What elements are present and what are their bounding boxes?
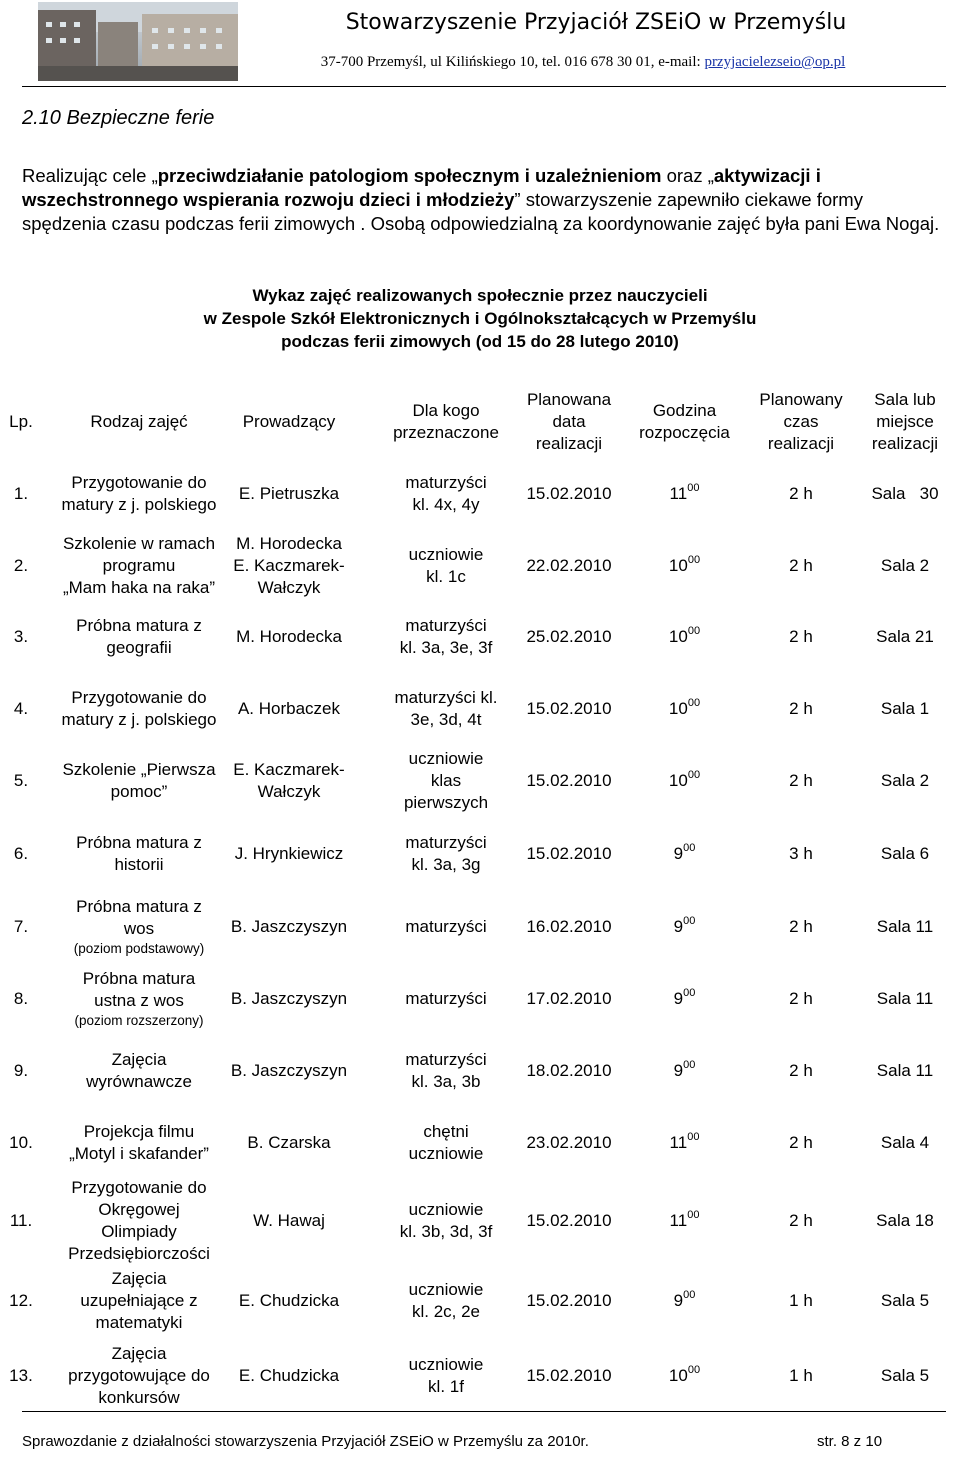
cell-line: uczniowie <box>408 1143 484 1163</box>
room: Sala 18 <box>876 1210 934 1230</box>
cell-line: kl. 3a, 3g <box>411 854 481 874</box>
cell-line: E. Kaczmarek- <box>233 760 345 779</box>
start-time <box>628 1107 741 1178</box>
row-number: 9. <box>13 1061 29 1080</box>
cell-line: M. Horodecka <box>236 534 342 553</box>
teacher-name <box>230 531 348 601</box>
activity-type <box>52 963 226 1035</box>
cell-line: B. Jaszczyszyn <box>230 916 348 936</box>
cell-line: maturzyści <box>405 1050 487 1069</box>
teacher-name <box>230 817 348 890</box>
target-group <box>385 456 507 531</box>
cell-line: Szkolenie „Pierwsza <box>62 760 216 779</box>
row-number: 4. <box>13 699 29 718</box>
planned-date: 15.02.2010 <box>526 771 612 790</box>
cell-line: uczniowie <box>408 1199 484 1219</box>
activity-type <box>52 1263 226 1339</box>
cell-line: B. Jaszczyszyn <box>230 1061 348 1080</box>
teacher-name <box>230 963 348 1035</box>
cell-line: Próbna matura z <box>76 616 202 635</box>
cell-line: E. Pietruszka <box>238 483 340 503</box>
activity-type <box>52 673 226 745</box>
cell-line: „Mam haka na raka” <box>62 578 216 597</box>
planned-date: 15.02.2010 <box>526 1365 612 1385</box>
room: Sala 2 <box>880 556 930 575</box>
target-group <box>385 890 507 963</box>
cell-line: matury z j. polskiego <box>61 494 217 514</box>
target-group <box>385 817 507 890</box>
cell-line: Olimpiady <box>101 1221 177 1241</box>
row-number: 6. <box>13 843 29 863</box>
teacher-name <box>230 1035 348 1107</box>
column-header <box>513 385 625 459</box>
target-group <box>385 1263 507 1339</box>
room: Sala 11 <box>876 916 934 936</box>
planned-date: 16.02.2010 <box>526 916 612 936</box>
cell-line: Próbna matura z <box>76 896 202 916</box>
row-number: 7. <box>13 916 29 936</box>
cell-line: Próbna matura z <box>76 832 202 852</box>
teacher-name <box>230 1107 348 1178</box>
planned-duration: 1 h <box>789 1365 813 1385</box>
start-time-value: $9^{00}$ <box>673 841 696 863</box>
teacher-name <box>230 745 348 817</box>
row-number: 2. <box>13 556 29 575</box>
start-time <box>628 745 741 817</box>
cell-line: uczniowie <box>408 1280 484 1299</box>
planned-date: 23.02.2010 <box>526 1132 612 1152</box>
cell-line: ustna z wos <box>94 991 184 1010</box>
cell-line: kl. 1c <box>426 567 466 586</box>
activity-type <box>52 1107 226 1178</box>
planned-date: 18.02.2010 <box>526 1061 612 1080</box>
cell-line: matematyki <box>95 1313 183 1332</box>
cell-line: Godzina <box>652 401 717 420</box>
planned-date: 25.02.2010 <box>526 627 612 646</box>
start-time-value: $11^{00}$ <box>669 481 700 503</box>
row-number: 5. <box>13 771 29 790</box>
organization-name: Stowarzyszenie Przyjaciół ZSEiO w Przemyślu <box>345 10 847 35</box>
start-time-value: $10^{00}$ <box>668 1363 701 1385</box>
cell-line: Dla kogo <box>412 401 480 420</box>
cell-line: maturzyści <box>405 916 487 936</box>
column-header <box>385 385 507 459</box>
column-header <box>52 385 226 459</box>
cell-line: realizacji <box>767 434 835 453</box>
cell-line: Planowana <box>526 390 612 409</box>
target-group <box>385 1339 507 1412</box>
activity-note: (poziom rozszerzony) <box>74 1013 204 1028</box>
cell-line: pierwszych <box>403 793 489 812</box>
activity-type <box>52 456 226 531</box>
column-header <box>628 385 741 459</box>
column-header <box>5 385 37 459</box>
cell-line: B. Czarska <box>247 1132 331 1152</box>
cell-line: chętni <box>423 1121 469 1141</box>
cell-line: realizacji <box>535 434 603 453</box>
cell-line: „Motyl i skafander” <box>69 1143 209 1163</box>
cell-line: uczniowie <box>408 545 484 564</box>
room: Sala 11 <box>876 1061 934 1080</box>
cell-line: 3e, 3d, 4t <box>410 710 482 729</box>
planned-duration: 2 h <box>789 556 813 575</box>
room: Sala 1 <box>880 699 930 718</box>
table-bottom-divider <box>22 1411 946 1412</box>
header-divider <box>22 86 946 87</box>
start-time <box>628 1035 741 1107</box>
activity-type <box>52 601 226 673</box>
start-time-value: $10^{00}$ <box>668 625 701 646</box>
planned-duration: 2 h <box>789 989 813 1008</box>
cell-line: data <box>552 412 586 431</box>
cell-line: kl. 2c, 2e <box>411 1302 481 1321</box>
cell-line: Wałczyk <box>257 578 321 597</box>
cell-line: kl. 1f <box>428 1376 464 1396</box>
page-header <box>0 0 960 88</box>
planned-duration: 1 h <box>789 1291 813 1310</box>
activity-type <box>52 1339 226 1412</box>
cell-line: wos <box>123 918 155 938</box>
planned-date: 22.02.2010 <box>526 556 612 575</box>
cell-line: maturzyści <box>405 472 487 492</box>
cell-line: Zajęcia <box>111 1269 167 1288</box>
target-group <box>385 601 507 673</box>
column-header <box>745 385 857 459</box>
start-time-value: $11^{00}$ <box>669 1130 700 1152</box>
cell-line: Projekcja filmu <box>83 1121 195 1141</box>
cell-line: kl. 3b, 3d, 3f <box>399 1221 493 1241</box>
cell-line: maturzyści kl. <box>394 688 498 707</box>
page-number: str. 8 z 10 <box>817 1433 883 1450</box>
cell-line: Planowany <box>759 390 843 409</box>
start-time-value: $11^{00}$ <box>669 1208 700 1230</box>
cell-line: E. Chudzicka <box>238 1291 340 1310</box>
row-number: 1. <box>13 483 29 503</box>
cell-line: programu <box>102 556 176 575</box>
section-title: 2.10 Bezpieczne ferie <box>22 107 215 129</box>
room: Sala 11 <box>876 989 934 1008</box>
room: Sala 30 <box>871 483 939 503</box>
cell-line: Rodzaj zajęć <box>90 412 188 431</box>
planned-duration: 2 h <box>789 771 813 790</box>
cell-line: Sala lub <box>874 390 936 409</box>
cell-line: Szkolenie w ramach <box>62 534 216 553</box>
column-header <box>860 385 950 459</box>
room: Sala 4 <box>880 1132 930 1152</box>
cell-line: Lp. <box>9 412 33 431</box>
cell-line: Próbna matura <box>82 969 196 988</box>
row-number: 11. <box>9 1210 33 1230</box>
cell-line: kl. 3a, 3b <box>411 1072 481 1091</box>
cell-line: geografii <box>106 638 172 657</box>
planned-date: 15.02.2010 <box>526 699 612 718</box>
planned-duration: 2 h <box>789 627 813 646</box>
target-group <box>385 745 507 817</box>
start-time <box>628 1339 741 1412</box>
activity-type <box>52 745 226 817</box>
cell-line: M. Horodecka <box>236 627 342 646</box>
planned-duration: 2 h <box>789 1210 813 1230</box>
row-number: 8. <box>13 989 29 1008</box>
room: Sala 21 <box>876 627 934 646</box>
start-time <box>628 817 741 890</box>
room: Sala 2 <box>880 771 930 790</box>
cell-line: B. Jaszczyszyn <box>230 989 348 1008</box>
cell-line: uczniowie <box>408 1354 484 1374</box>
activity-type <box>52 817 226 890</box>
cell-line: kl. 4x, 4y <box>412 494 480 514</box>
teacher-name <box>230 1339 348 1412</box>
cell-line: A. Horbaczek <box>237 699 341 718</box>
target-group <box>385 1107 507 1178</box>
cell-line: Zajęcia <box>111 1343 167 1363</box>
cell-line: czas <box>783 412 819 431</box>
column-header <box>230 385 348 459</box>
start-time <box>628 890 741 963</box>
cell-line: realizacji <box>871 434 939 453</box>
cell-line: Przedsiębiorczości <box>68 1243 210 1263</box>
activity-type <box>52 890 226 963</box>
teacher-name <box>230 1178 348 1263</box>
cell-line: kl. 3a, 3e, 3f <box>399 638 493 657</box>
planned-date: 15.02.2010 <box>526 1210 612 1230</box>
start-time-value: $9^{00}$ <box>673 987 696 1008</box>
planned-date: 15.02.2010 <box>526 1291 612 1310</box>
footer-text: Sprawozdanie z działalności stowarzyszenia Przyjaciół ZSEiO w Przemyślu za 2010r. <box>22 1433 589 1450</box>
start-time-value: $9^{00}$ <box>673 1059 696 1080</box>
cell-line: historii <box>114 854 164 874</box>
row-number: 12. <box>9 1291 33 1310</box>
room: Sala 5 <box>880 1365 930 1385</box>
activity-type <box>52 1035 226 1107</box>
cell-line: maturzyści <box>405 832 487 852</box>
email-link[interactable]: przyjacielezseio@op.pl <box>704 54 846 70</box>
row-number: 13. <box>9 1365 33 1385</box>
intro-paragraph: Realizując cele „przeciwdziałanie patologiom społecznym i uzależnieniom oraz „aktywizacji i wszechstronnego wspierania rozwoju dzieci i młodzieży” stowarzyszenie zapewniło ciekawe formy spędzenia czasu podczas ferii zimowych . Osobą odpowiedzialną za koordynowanie zajęć była pani Ewa Nogaj. <box>22 165 940 234</box>
start-time <box>628 963 741 1035</box>
cell-line: Przygotowanie do <box>71 1177 207 1197</box>
start-time <box>628 673 741 745</box>
activity-type <box>52 531 226 601</box>
start-time-value: $9^{00}$ <box>673 1289 696 1310</box>
start-time-value: $10^{00}$ <box>668 769 701 790</box>
cell-line: przygotowujące do <box>68 1365 210 1385</box>
cell-line: Przygotowanie do <box>71 472 207 492</box>
cell-line: E. Chudzicka <box>238 1365 340 1385</box>
cell-line: uzupełniające z <box>80 1291 198 1310</box>
teacher-name <box>230 1263 348 1339</box>
start-time-value: $10^{00}$ <box>668 554 701 575</box>
target-group <box>385 1035 507 1107</box>
school-building-photo <box>38 2 238 81</box>
start-time <box>628 601 741 673</box>
activity-note: (poziom podstawowy) <box>73 940 205 956</box>
planned-duration: 2 h <box>789 483 813 503</box>
start-time <box>628 456 741 531</box>
cell-line: klas <box>430 771 462 790</box>
teacher-name <box>230 601 348 673</box>
cell-line: W. Hawaj <box>253 1210 325 1230</box>
cell-line: Wałczyk <box>257 782 321 801</box>
cell-line: E. Kaczmarek- <box>233 556 345 575</box>
start-time <box>628 531 741 601</box>
cell-line: rozpoczęcia <box>639 423 730 442</box>
cell-line: Przygotowanie do <box>71 688 207 707</box>
row-number: 10. <box>9 1132 33 1152</box>
cell-line: matury z j. polskiego <box>61 710 217 729</box>
planned-duration: 2 h <box>789 1061 813 1080</box>
teacher-name <box>230 673 348 745</box>
target-group <box>385 963 507 1035</box>
cell-line: przeznaczone <box>393 423 499 442</box>
cell-line: J. Hrynkiewicz <box>234 843 344 863</box>
room: Sala 5 <box>880 1291 930 1310</box>
planned-duration: 2 h <box>789 699 813 718</box>
organization-address: 37-700 Przemyśl, ul Kilińskiego 10, tel. 016 678 30 01, e-mail: przyjacielezseio@op.pl <box>320 54 846 70</box>
planned-date: 15.02.2010 <box>526 483 612 503</box>
cell-line: konkursów <box>98 1387 180 1407</box>
cell-line: wyrównawcze <box>86 1072 192 1091</box>
start-time-value: $10^{00}$ <box>668 697 701 718</box>
planned-date: 15.02.2010 <box>526 843 612 863</box>
target-group <box>385 1178 507 1263</box>
planned-duration: 2 h <box>789 1132 813 1152</box>
start-time <box>628 1263 741 1339</box>
cell-line: maturzyści <box>405 989 487 1008</box>
cell-line: maturzyści <box>405 616 487 635</box>
teacher-name <box>230 456 348 531</box>
planned-duration: 2 h <box>789 916 813 936</box>
start-time-value: $9^{00}$ <box>673 914 696 936</box>
teacher-name <box>230 890 348 963</box>
room: Sala 6 <box>880 843 930 863</box>
cell-line: Prowadzący <box>242 412 336 431</box>
row-number: 3. <box>13 627 29 646</box>
cell-line: pomoc” <box>110 782 168 801</box>
cell-line: miejsce <box>876 412 934 431</box>
planned-duration: 3 h <box>789 843 813 863</box>
target-group <box>385 531 507 601</box>
target-group <box>385 673 507 745</box>
cell-line: uczniowie <box>408 749 484 768</box>
list-title: Wykaz zajęć realizowanych społecznie przez nauczycieli w Zespole Szkół Elektronicznych i Ogólnokształcących w Przemyślu podczas ferii zimowych (od 15 do 28 lutego 2010) <box>203 286 757 351</box>
planned-date: 17.02.2010 <box>526 989 612 1008</box>
start-time <box>628 1178 741 1263</box>
cell-line: Zajęcia <box>111 1050 167 1069</box>
activity-type <box>52 1178 226 1263</box>
cell-line: Okręgowej <box>98 1199 180 1219</box>
